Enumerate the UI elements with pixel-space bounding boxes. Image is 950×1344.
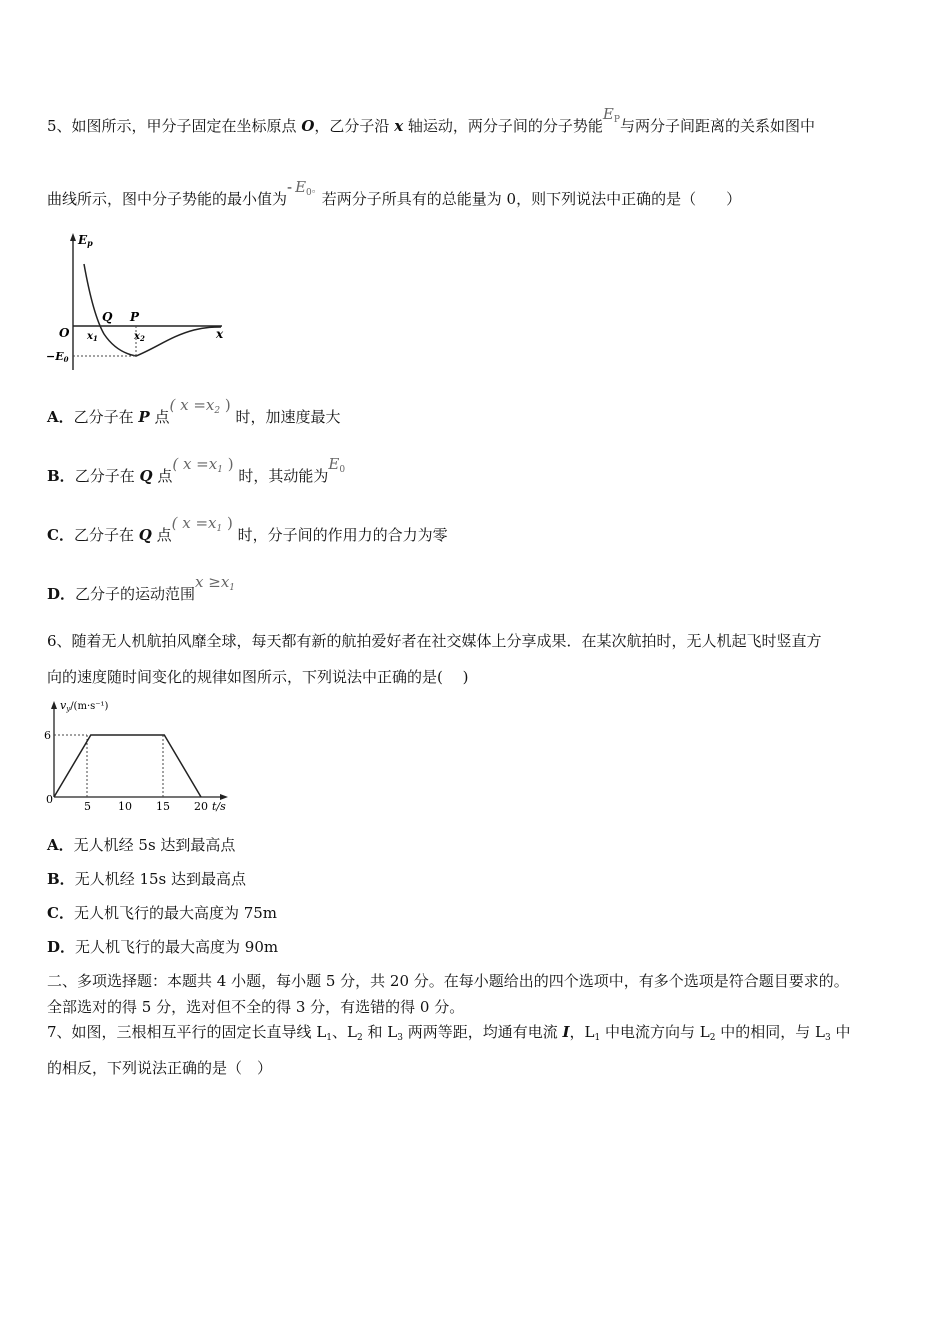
q5-neg-e0-label: −E0 xyxy=(46,350,69,364)
q5-origin-symbol: O xyxy=(301,117,315,135)
q6-stem-line2: 向的速度随时间变化的规律如图所示，下列说法中正确的是( ) xyxy=(47,668,469,686)
point-symbol: P xyxy=(138,408,150,426)
point-symbol: Q xyxy=(139,467,153,485)
q5-stem-text: 曲线所示，图中分子势能的最小值为 xyxy=(47,190,288,208)
q5-y-axis-arrow xyxy=(70,233,76,241)
q5-x-axis-label: x xyxy=(216,327,224,341)
position-formula: ( $x =x_1$ ) xyxy=(172,455,234,475)
q5-stem-text: 若两分子所具有的总能量为 0，则下列说法中正确的是（ ） xyxy=(321,190,742,208)
option-text: 无人机经 15s 达到最高点 xyxy=(74,870,247,888)
q6-y-tick-6: 6 xyxy=(44,729,51,742)
q5-option-c: C．乙分子在 Q 点( $x =x_1$ ) 时，分子间的作用力的合力为零 xyxy=(47,514,448,544)
option-letter: C． xyxy=(47,904,74,922)
q5-stem-text: ，乙分子沿 xyxy=(314,117,395,135)
q6-option-c xyxy=(47,903,277,923)
q6-stem-line1: 6、随着无人机航拍风靡全球，每天都有新的航拍爱好者在社交媒体上分享成果．在某次航拍时，无人机起飞时竖直方 xyxy=(47,632,822,650)
q5-option-b: B．乙分子在 Q 点( $x =x_1$ ) 时，其动能为$E_0$ xyxy=(47,455,346,485)
q6-x-tick-15: 15 xyxy=(156,800,170,813)
option-text: 无人机经 5s 达到最高点 xyxy=(73,836,236,854)
q5-option-a: A．乙分子在 P 点( $x =x_2$ ) 时，加速度最大 xyxy=(47,396,341,426)
q5-point-q-label: Q xyxy=(102,310,113,324)
position-formula: ( $x =x_1$ ) xyxy=(171,514,233,534)
q5-option-d: D．乙分子的运动范围$x \ge x_1$ xyxy=(47,573,236,603)
q5-potential-energy-graph xyxy=(46,230,231,380)
q5-point-p-label: P xyxy=(130,310,140,324)
q5-stem-line2 xyxy=(47,178,742,215)
position-formula: ( $x =x_2$ ) xyxy=(169,396,231,416)
q6-y-axis-label: vy/(m·s⁻¹) xyxy=(60,699,109,713)
q6-x-axis-label: t/s xyxy=(212,800,226,813)
q5-stem-text: 与两分子间距离的关系如图中 xyxy=(619,117,815,135)
section2-heading-line1: 二、多项选择题：本题共 4 小题，每小题 5 分，共 20 分。在每小题给出的四个选项中，有多个选项是符合题目要求的。 xyxy=(47,972,849,990)
q5-y-axis-label: Ep xyxy=(78,233,93,248)
q5-stem-text: 5、如图所示，甲分子固定在坐标原点 xyxy=(47,117,302,135)
q6-option-d xyxy=(47,937,278,957)
q5-min-energy-formula: - $E_0$。 xyxy=(287,178,322,198)
q5-x2-label: $x_2$ xyxy=(134,331,145,343)
q6-y-axis-arrow xyxy=(51,701,57,709)
q5-x1-label: $x_1$ xyxy=(87,331,98,343)
q5-origin-label: O xyxy=(59,326,70,340)
q5-ep-formula: $E_P$ xyxy=(602,105,620,125)
q6-velocity-curve xyxy=(54,735,201,797)
option-letter: A． xyxy=(47,408,74,426)
option-letter: A． xyxy=(47,836,74,854)
q6-x-tick-5: 5 xyxy=(84,800,91,813)
point-symbol: Q xyxy=(138,526,152,544)
kinetic-energy-formula: $E_0$ xyxy=(328,455,346,475)
q6-x-tick-10: 10 xyxy=(118,800,132,813)
q7-stem-line1: 7、如图，三根相互平行的固定长直导线 $L_1$、$L_2$ 和 $L_3$ 两两等距，均通有电流 I，$L_1$ 中电流方向与 $L_2$ 中的相同，与 $L_3$ 中 xyxy=(47,1023,851,1043)
q6-x-tick-20: 20 xyxy=(194,800,208,813)
option-text: 无人机飞行的最大高度为 75m xyxy=(73,904,278,922)
option-letter: D． xyxy=(47,585,76,603)
range-formula: $x \ge x_1$ xyxy=(195,573,236,593)
option-letter: B． xyxy=(47,870,75,888)
q6-option-a xyxy=(47,835,235,855)
option-letter: C． xyxy=(47,526,74,544)
option-letter: B． xyxy=(47,467,75,485)
q6-origin-label: 0 xyxy=(46,793,53,806)
option-letter: D． xyxy=(47,938,76,956)
q6-velocity-time-graph xyxy=(44,697,244,813)
option-text: 无人机飞行的最大高度为 90m xyxy=(75,938,279,956)
section2-heading-line2: 全部选对的得 5 分，选对但不全的得 3 分，有选错的得 0 分。 xyxy=(47,998,465,1016)
current-symbol: I xyxy=(562,1023,570,1041)
q5-stem-line1 xyxy=(47,105,815,142)
q6-option-b xyxy=(47,869,246,889)
q7-stem-line2: 的相反，下列说法正确的是（ ） xyxy=(47,1059,273,1077)
q5-stem-text: 轴运动，两分子间的分子势能 xyxy=(403,117,603,135)
q5-axis-symbol: x xyxy=(394,117,404,135)
